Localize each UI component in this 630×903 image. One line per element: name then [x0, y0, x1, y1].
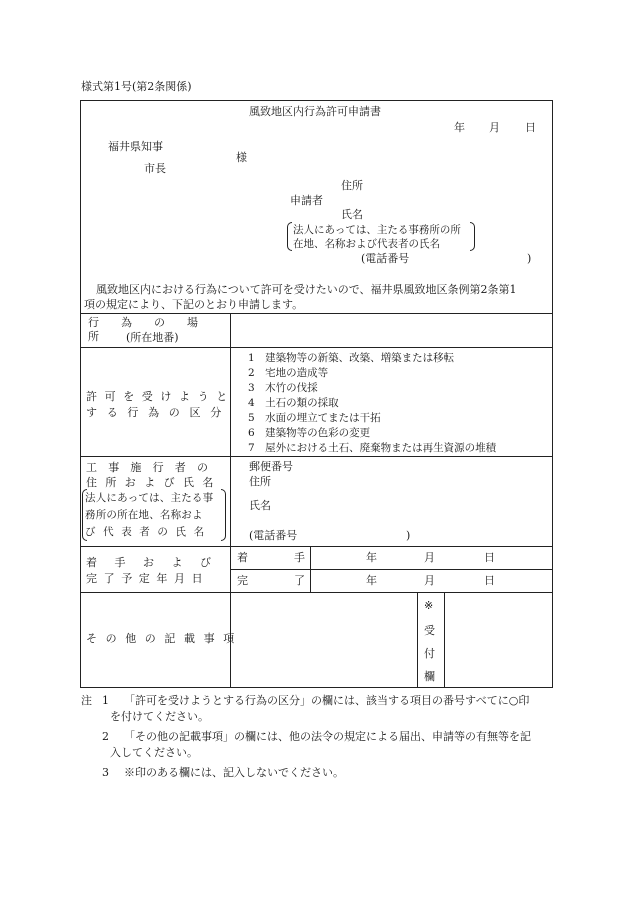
applicant-corp-note-2: 在地、名称および代表者の氏名 — [293, 238, 440, 250]
applicant-name-label: 氏名 — [341, 208, 363, 221]
complete-day-label: 日 — [484, 574, 495, 587]
note-1-line-2: を付けてください。 — [110, 710, 209, 723]
receipt-mark: ※ — [424, 599, 434, 612]
applicant-phone-close: ) — [527, 252, 532, 265]
applicant-label: 申請者 — [290, 194, 323, 207]
addressee-mayor: 市長 — [144, 162, 166, 175]
addressee-governor: 福井県知事 — [108, 140, 163, 153]
date-month-label: 月 — [489, 121, 500, 134]
schedule-label-line-2: 完了予定年月日 — [86, 572, 210, 585]
table-line — [80, 546, 553, 547]
note-2-line-2: 入してください。 — [110, 746, 198, 759]
complete-month-label: 月 — [424, 574, 435, 587]
start-year-label: 年 — [366, 551, 377, 564]
note-2-number: 2 — [102, 730, 109, 743]
category-item: 6 建築物等の色彩の変更 — [248, 427, 371, 439]
location-label-text: 行為の場所 — [88, 316, 220, 343]
body-text-line-2: 項の規定により、下記のとおり申請します。 — [84, 298, 304, 311]
table-line — [80, 456, 553, 457]
category-item: 3 木竹の伐採 — [248, 382, 318, 394]
start-month-label: 月 — [424, 551, 435, 564]
category-item: 7 屋外における土石、廃棄物または再生資源の堆積 — [248, 442, 497, 454]
applicant-note-bracket-right — [470, 222, 475, 251]
contractor-note-line-3: び代表者の氏名 — [85, 526, 212, 538]
note-2-line-1: 「その他の記載事項」の欄には、他の法令の規定による届出、申請等の有無等を記 — [124, 730, 531, 743]
category-item: 2 宅地の造成等 — [248, 367, 329, 379]
note-1-number: 1 — [102, 694, 109, 707]
applicant-phone-label: (電話番号 — [361, 252, 410, 265]
receipt-label-char: 欄 — [424, 670, 435, 683]
contractor-note-bracket-right — [221, 489, 226, 541]
body-text-line-1: 風致地区内における行為について許可を受けたいので、福井県風致地区条例第2条第1 — [96, 283, 517, 296]
complete-year-label: 年 — [366, 574, 377, 587]
contractor-postal-label: 郵便番号 — [249, 460, 293, 473]
category-item: 5 水面の埋立てまたは干拓 — [248, 412, 381, 424]
category-label-line-1: 許可を受けようと — [86, 390, 235, 403]
date-day-label: 日 — [525, 121, 536, 134]
start-label: 着手 — [237, 551, 351, 564]
table-line — [80, 313, 553, 314]
start-day-label: 日 — [484, 551, 495, 564]
category-item: 1 建築物等の新築、改築、増築または移転 — [248, 352, 455, 364]
table-line — [444, 592, 445, 688]
contractor-note-line-2: 務所の所在地、名称およ — [85, 509, 203, 521]
category-item: 4 土石の類の採取 — [248, 397, 339, 409]
schedule-label-line-1: 着手および — [86, 556, 229, 569]
applicant-corp-note-1: 法人にあっては、主たる事務所の所 — [293, 224, 461, 236]
table-line — [80, 592, 553, 593]
form-title: 風致地区内行為許可申請書 — [249, 105, 381, 118]
table-line — [80, 347, 553, 348]
note-3-line-1: ※印のある欄には、記入しないでください。 — [124, 766, 344, 779]
contractor-phone-label: (電話番号 — [249, 529, 298, 542]
table-line — [417, 592, 418, 688]
note-3-number: 3 — [102, 766, 109, 779]
form-number: 様式第1号(第2条関係) — [81, 80, 192, 93]
applicant-address-label: 住所 — [341, 179, 363, 192]
contractor-label-line-2: 住所および氏名 — [86, 476, 222, 489]
note-1-line-1: 「許可を受けようとする行為の区分」の欄には、該当する項目の番号すべてに○印 — [124, 694, 530, 707]
date-year-label: 年 — [454, 121, 465, 134]
receipt-label-char: 付 — [424, 647, 435, 660]
complete-label: 完了 — [237, 574, 351, 587]
category-label-line-2: する行為の区分 — [86, 406, 231, 419]
receipt-label-char: 受 — [424, 624, 435, 637]
contractor-name-label: 氏名 — [249, 499, 271, 512]
addressee-honorific: 様 — [236, 151, 247, 164]
location-sub-label: (所在地番) — [126, 331, 179, 344]
contractor-phone-close: ) — [406, 529, 411, 542]
contractor-note-line-1: 法人にあっては、主たる事 — [85, 492, 214, 504]
contractor-label-line-1: 工事施行者の — [86, 461, 220, 474]
contractor-address-label: 住所 — [249, 475, 271, 488]
other-label: その他の記載事項 — [86, 632, 243, 645]
table-line — [230, 569, 553, 570]
applicant-note-bracket-left — [287, 222, 292, 251]
notes-prefix: 注 — [81, 694, 92, 707]
